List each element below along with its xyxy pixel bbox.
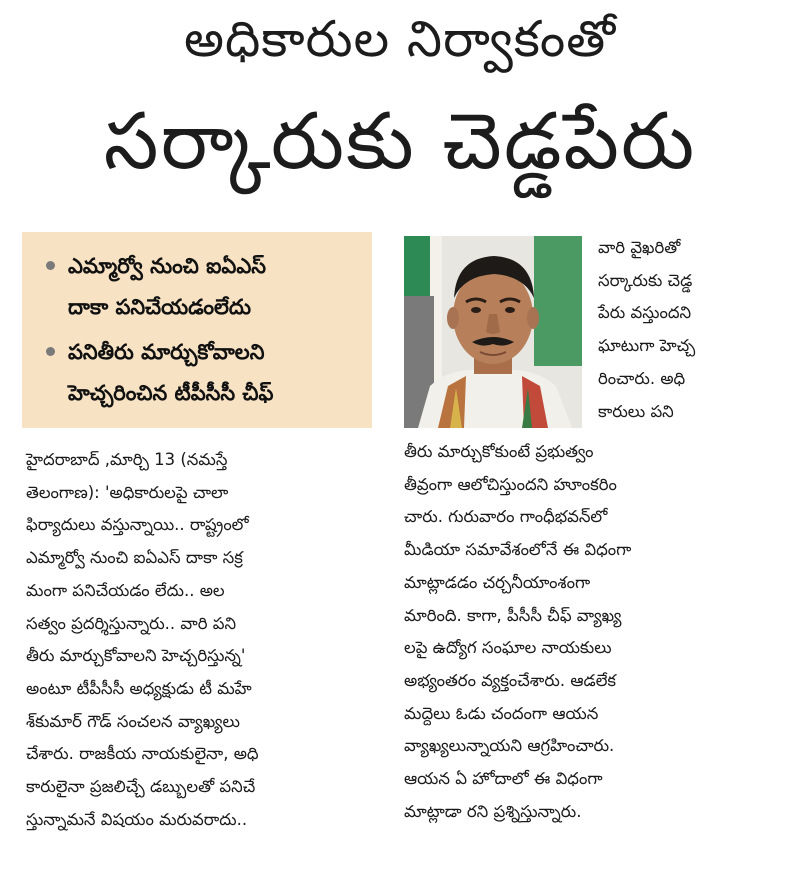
- text-line: కారులు పని: [598, 401, 674, 421]
- text-line: తీరు మార్చుకోకుంటే ప్రభుత్వం: [404, 442, 594, 461]
- text-line: వ్యాఖ్యలున్నాయని ఆగ్రహించారు.: [404, 736, 615, 756]
- article-body-right-top: [598, 232, 774, 428]
- text-line: కారులైనా ప్రజలిచ్చే డబ్బులతో పనిచే: [26, 777, 256, 797]
- text-line: ఆయన ఏ హోదాలో ఈ విధంగా: [404, 769, 603, 789]
- text-line: తెలంగాణ): 'అధికారులపై చాలా: [26, 482, 229, 502]
- text-line: సత్వం ప్రదర్శిస్తున్నారు.. వారి పని: [26, 613, 237, 633]
- article-body-left: [26, 444, 394, 836]
- text-line: మారింది. కాగా, పీసీసీ చీఫ్ వ్యాఖ్య: [404, 605, 622, 625]
- text-line: మద్దెలు ఓడు చందంగా ఆయన: [404, 703, 599, 723]
- text-line: చేశారు. రాజకీయ నాయకులైనా, అధి: [26, 744, 259, 764]
- text-line: అభ్యంతరం వ్యక్తంచేశారు. ఆడలేక: [404, 670, 617, 690]
- text-line: సర్కారుకు చెడ్డ: [598, 270, 693, 290]
- headline-line-2: సర్కారుకు చెడ్డపేరు: [103, 97, 697, 187]
- text-line: తీవ్రంగా ఆలోచిస్తుందని హూంకరిం: [404, 474, 617, 494]
- highlight-line: హెచ్చరించిన టీపీసీసీ చీఫ్: [68, 381, 274, 405]
- text-line: రించారు. అధి: [598, 368, 686, 388]
- text-line: మంగా పనిచేయడం లేదు.. అల: [26, 580, 225, 600]
- text-line: స్తున్నామనే విషయం మరువరాదు..: [26, 809, 248, 829]
- headline-line-1: అధికారుల నిర్వాకంతో: [183, 10, 617, 68]
- person-photo-icon: [404, 236, 582, 428]
- bullet-icon: [46, 347, 55, 356]
- text-line: మాట్లాడడం చర్చనీయాంశంగా: [404, 572, 591, 592]
- highlights-box: [22, 232, 372, 428]
- text-line: హైదరాబాద్ ,మార్చి 13 (నమస్తే: [26, 450, 228, 469]
- text-line: ఎమ్మార్వో నుంచి ఐఏఎస్ దాకా సక్ర: [26, 548, 243, 568]
- text-line: ఘాటుగా హెచ్చ: [598, 336, 696, 356]
- text-line: ఫిర్యాదులు వస్తున్నాయి.. రాష్ట్రంలో: [26, 515, 249, 535]
- text-line: లపై ఉద్యోగ సంఘాల నాయకులు: [404, 638, 612, 658]
- text-line: చారు. గురువారం గాంధీభవన్‌లో: [404, 507, 608, 527]
- highlight-item: [44, 246, 362, 328]
- highlight-item: [44, 332, 362, 414]
- text-line: అంటూ టీపీసీసీ అధ్యక్షుడు టీ మహే: [26, 678, 252, 698]
- text-line: వారి వైఖరితో: [598, 238, 681, 257]
- highlight-line: ఎమ్మార్వో నుంచి ఐఏఎస్: [68, 254, 267, 278]
- text-line: మాట్లాడా రని ప్రశ్నిస్తున్నారు.: [404, 801, 582, 821]
- text-line: శ్‌కుమార్ గౌడ్ సంచలన వ్యాఖ్యలు: [26, 711, 240, 731]
- text-line: పేరు వస్తుందని: [598, 303, 692, 323]
- highlight-line: దాకా పనిచేయడంలేదు: [68, 295, 251, 319]
- bullet-icon: [46, 261, 55, 270]
- portrait-illustration: [404, 236, 582, 428]
- text-line: తీరు మార్చుకోవాలని హెచ్చరిస్తున్న': [26, 646, 246, 666]
- article-body-right-bottom: [404, 436, 776, 828]
- highlight-line: పనితీరు మార్చుకోవాలని: [68, 340, 265, 364]
- text-line: మీడియా సమావేశంలోనే ఈ విధంగా: [404, 540, 632, 560]
